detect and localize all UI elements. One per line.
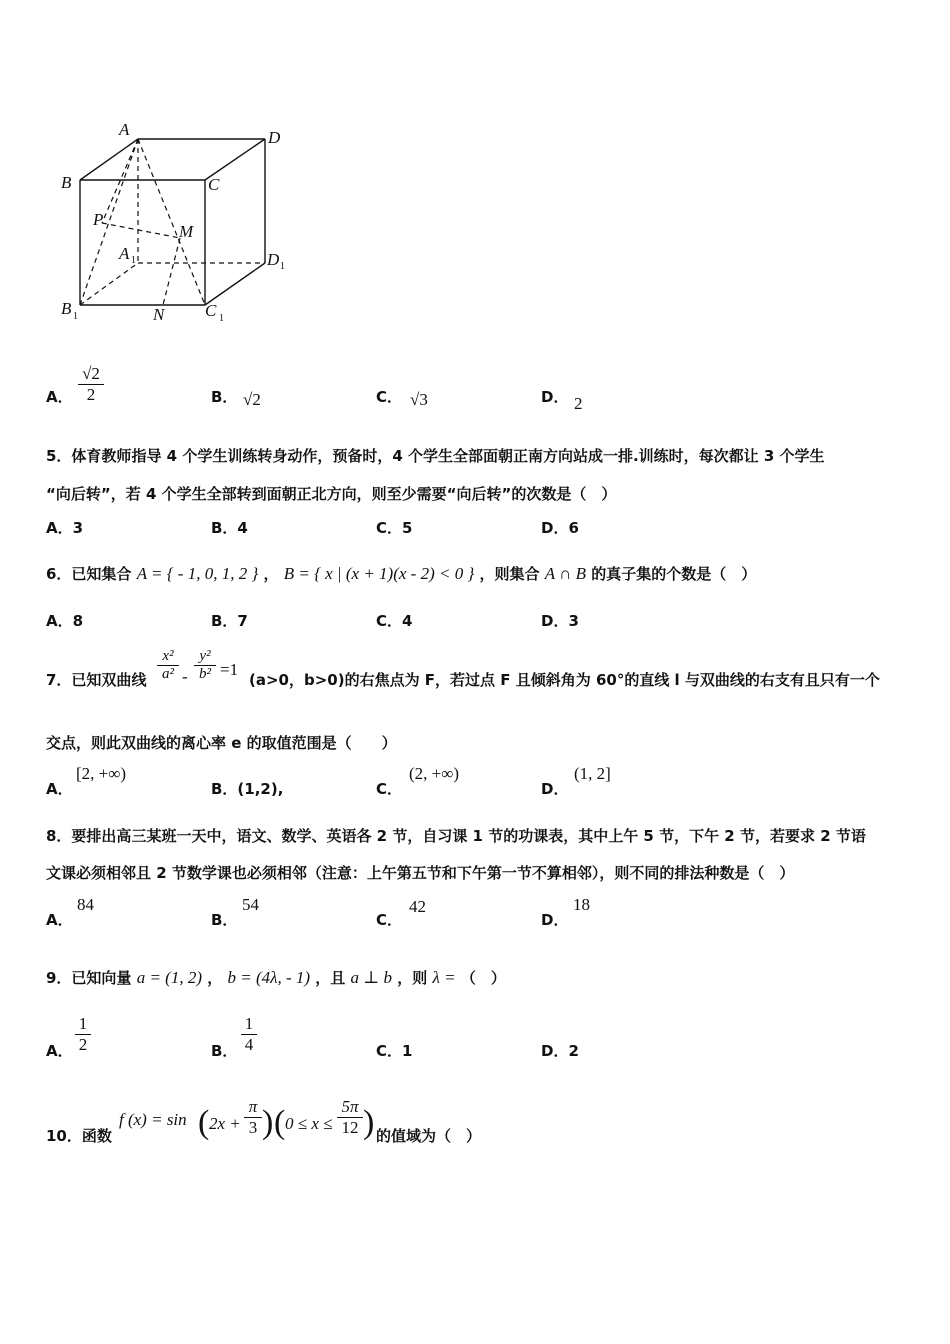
label-C: C [208,175,220,194]
q6-option-b: B．7 [211,612,248,630]
label-M: M [179,222,194,241]
q6-prefix: 6．已知集合 [46,565,132,583]
q8-line2: 文课必须相邻且 2 节数学课也必须相邻（注意：上午第五节和下午第一节不算相邻），则不同的排法种数是（ ） [46,864,795,882]
q9-comma: ， [207,969,223,987]
q8-line1: 8．要排出高三某班一天中，语文、数学、英语各 2 节，自习课 1 节的功课表，其中上午 5 节，下午 2 节，若要求 2 节语 [46,827,866,845]
q8-option-d-label: D． [541,911,569,929]
q4-option-c-value: √3 [410,390,428,409]
q7-equals: =1 [220,660,239,679]
sub-D1: 1 [280,261,285,272]
q9-option-b-label: B． [211,1042,238,1060]
q6-option-d: D．3 [541,612,579,630]
q5-option-a: A．3 [46,519,84,537]
q8-option-b-label: B． [211,911,238,929]
q9-lambda: λ = [432,968,456,987]
q9-perp: a ⊥ b [350,968,393,987]
q4-option-d-label: D． [541,388,569,406]
q10-prefix: 10．函数 [46,1127,112,1145]
q10-function: f (x) = sin [119,1110,187,1129]
q7-line2: 交点，则此双曲线的离心率 e 的取值范围是（ ） [46,734,397,752]
q10-paren-open-1: ( [198,1104,210,1141]
q4-option-a-label: A． [46,388,73,406]
label-B: B [61,173,72,192]
q9-b-den: 4 [241,1034,257,1055]
q4-a-num: √2 [82,364,100,383]
q8-option-c-value: 42 [409,897,426,916]
q9-mid: ，且 [315,969,346,987]
q6-set-b: B = { x | (x + 1)(x - 2) < 0 } [283,564,475,583]
label-D: D [268,128,281,147]
q9-suffix: ，则 [397,969,428,987]
q9-vector-a: a = (1, 2) [136,968,202,987]
q8-option-b-value: 54 [242,895,259,914]
label-A: A [119,120,130,139]
label-A1: A [119,244,130,263]
q10-d-den: 12 [337,1117,363,1138]
q5-line1: 5．体育教师指导 4 个学生训练转身动作，预备时，4 个学生全部面朝正南方向站成一排.训练时，每次都让 3 个学生 [46,447,825,465]
q4-option-b-label: B． [211,388,238,406]
sub-B1: 1 [73,311,78,322]
label-C1: C [205,301,217,320]
q9-a-num: 1 [78,1014,88,1033]
q10-domain: 0 ≤ x ≤ [285,1114,333,1133]
q6-intersection: A ∩ B [544,564,586,583]
q9-option-a-fraction [75,1014,91,1055]
sub-C1: 1 [219,313,224,324]
q5-option-b: B．4 [211,519,248,537]
q10-paren-open-2: ( [274,1104,286,1141]
q7-x-fraction [157,648,179,683]
q10-pi-den: 3 [244,1117,262,1138]
label-B1: B [61,299,72,318]
q7-option-a-value: [2, +∞) [76,764,127,783]
q9-prefix: 9．已知向量 [46,969,132,987]
q4-option-d-value: 2 [574,394,583,413]
q7-option-c-value: (2, +∞) [409,764,460,783]
q9-stem [46,967,506,988]
q7-y-num: y² [199,648,211,664]
q10-pi3-fraction [244,1097,262,1138]
q6-suffix2: 的真子集的个数是（ ） [591,565,757,583]
q10-pi-num: π [248,1097,258,1116]
q6-stem [46,563,756,584]
q6-option-a: A．8 [46,612,84,630]
q7-option-c-label: C． [376,780,403,798]
q7-option-d-label: D． [541,780,569,798]
q5-line2: “向后转”，若 4 个学生全部转到面朝正北方向，则至少需要“向后转”的次数是（ ） [46,485,617,503]
label-N: N [153,305,165,324]
q9-option-d: D．2 [541,1042,579,1060]
q8-option-a-label: A． [46,911,73,929]
q8-option-c-label: C． [376,911,403,929]
q7-y-fraction [194,648,216,683]
q9-a-den: 2 [75,1034,91,1055]
q7-x-num: x² [162,648,174,664]
q6-set-a: A = { - 1, 0, 1, 2 } [136,564,259,583]
q9-b-num: 1 [244,1014,254,1033]
q6-comma: ， [263,565,279,583]
q9-vector-b: b = (4λ, - 1) [227,968,311,987]
label-D1: D [267,250,280,269]
q7-option-d-value: (1, 2] [574,764,611,783]
cube-figure [55,115,305,330]
q7-option-b: B．(1,2), [211,780,284,798]
sub-A1: 1 [131,255,136,266]
q10-arg: 2x + [209,1114,241,1133]
q9-option-a-label: A． [46,1042,73,1060]
q4-option-b-value: √2 [243,390,261,409]
q6-option-c: C．4 [376,612,413,630]
q8-option-a-value: 84 [77,895,94,914]
q5-option-c: C．5 [376,519,413,537]
q4-option-c-label: C． [376,388,403,406]
q4-a-den: 2 [78,384,104,405]
q9-paren: （ ） [460,969,506,987]
q9-option-c: C．1 [376,1042,413,1060]
q10-paren-close-2: ) [363,1104,375,1141]
q10-paren-close-1: ) [262,1104,274,1141]
q10-domain-fraction [337,1097,363,1138]
q7-minus: - [182,667,188,686]
q7-x-den: a² [157,665,179,683]
q7-prefix: 7．已知双曲线 [46,671,147,689]
q8-option-d-value: 18 [573,895,590,914]
q7-y-den: b² [194,665,216,683]
q9-option-b-fraction [241,1014,257,1055]
q7-option-a-label: A． [46,780,73,798]
label-P: P [93,210,104,229]
q7-suffix: (a>0，b>0)的右焦点为 F，若过点 F 且倾斜角为 60°的直线 l 与双曲线的右支有且只有一个 [249,671,880,689]
q10-d-num: 5π [341,1097,359,1116]
q6-suffix1: ，则集合 [479,565,540,583]
q10-suffix: 的值域为（ ） [376,1127,482,1145]
q4-option-a-fraction [78,364,104,405]
q5-option-d: D．6 [541,519,579,537]
